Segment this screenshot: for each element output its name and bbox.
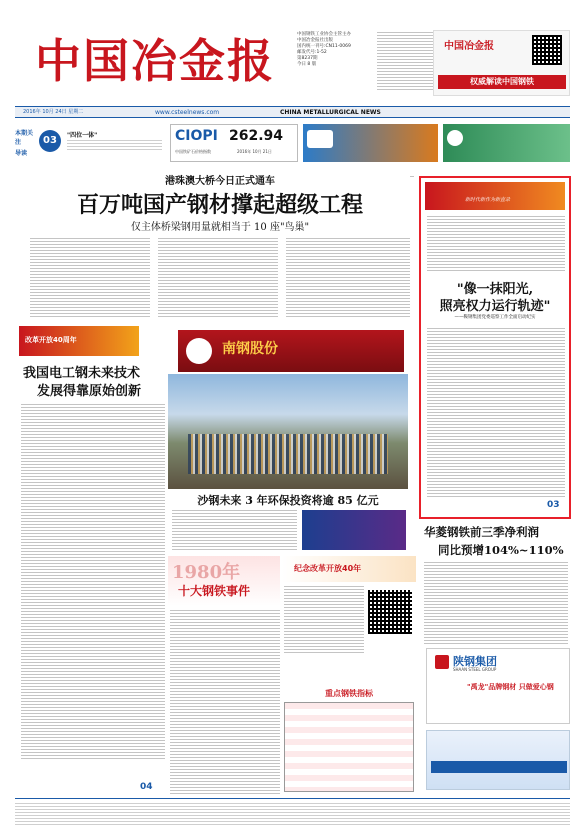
- lead-kicker: 港珠澳大桥今日正式通车: [165, 176, 275, 187]
- shagang-body: [172, 510, 297, 550]
- indicators-title: 重点钢铁指标: [325, 689, 373, 698]
- sidebar-headline: "四位一体": [67, 132, 98, 139]
- feature-quote-2: 照亮权力运行轨迹": [439, 299, 551, 314]
- shaanxi-brand-en: SHAAN STEEL GROUP: [453, 667, 497, 672]
- lead-headline: 百万吨国产钢材撑起超级工程: [76, 192, 363, 218]
- anniversary-badge: [19, 326, 139, 356]
- sidebar-nav[interactable]: [15, 124, 165, 162]
- nangang-ad[interactable]: [178, 330, 404, 372]
- masthead-title: 中国冶金报: [35, 34, 275, 88]
- green-ad[interactable]: [443, 124, 570, 162]
- feature-banner: [425, 182, 565, 210]
- shagang-photo: [168, 374, 408, 489]
- footer: [15, 798, 570, 828]
- feature-box: [419, 176, 571, 519]
- events-body: [170, 610, 280, 794]
- sidebar-summary: [67, 140, 162, 152]
- feature-page-no: 03: [547, 500, 560, 510]
- ciopi-date: 2016年 10月 21日: [237, 149, 272, 154]
- masthead-bar: [15, 106, 570, 118]
- page-badge: 03: [39, 130, 61, 152]
- ad-2-banner: [431, 761, 567, 773]
- shaanxi-steel-ad[interactable]: [426, 648, 570, 724]
- center-right-body: [410, 176, 414, 178]
- ciopi-box: [170, 124, 298, 162]
- bottom-right-ad-2[interactable]: [426, 730, 570, 790]
- feature-quote-1: "像一抹阳光,: [456, 282, 534, 297]
- focus-label: 本期关注: [15, 130, 34, 146]
- shagang-headline: 沙钢未来 3 年环保投资将逾 85 亿元: [197, 494, 379, 507]
- qr-code-icon: [532, 35, 562, 65]
- banner-anniversary: [282, 556, 416, 582]
- feature-banner-text: 新时代新作为新直录: [465, 197, 511, 203]
- masthead: [15, 28, 570, 120]
- ciopi-note: 中国铁矿石价格指数: [175, 149, 211, 154]
- website-link[interactable]: www.csteelnews.com: [155, 109, 220, 116]
- photo-crowd: [188, 434, 388, 474]
- top-right-ad[interactable]: [433, 30, 570, 96]
- nangang-brand: 南钢股份: [222, 341, 278, 357]
- right-headline-2: 同比预增104%~110%: [438, 543, 564, 557]
- banner-events: 十大钢铁事件: [178, 584, 251, 598]
- english-name: CHINA METALLURGICAL NEWS: [280, 109, 381, 116]
- info-line: 中国钢铁工业协会主管主办: [297, 32, 351, 37]
- ad-logo: 中国冶金报: [444, 41, 494, 52]
- page-number: 04: [140, 782, 153, 792]
- shagang-ad[interactable]: [302, 510, 406, 550]
- feature-intro: [427, 216, 565, 272]
- indicators-table: [284, 702, 414, 792]
- info-line: 今日 8 版: [297, 62, 317, 68]
- feature-body: [427, 328, 565, 498]
- lead-story: [30, 172, 410, 322]
- left-story: [15, 326, 165, 766]
- info-line: 邮发代号:1-52: [297, 50, 327, 56]
- shaanxi-brand: 陕钢集团: [453, 655, 497, 668]
- feature-subline: ——鞍钢集团党委巡察工作全面启动纪实: [454, 315, 536, 320]
- green-ad-logo: [447, 130, 463, 146]
- left-headline-2: 发展得靠原始创新: [37, 384, 142, 399]
- left-body: [21, 404, 165, 760]
- qr-code-icon: [368, 590, 412, 634]
- crp-ad[interactable]: [303, 124, 438, 162]
- right-story: [420, 524, 570, 644]
- bottom-mid: [168, 556, 416, 796]
- ciopi-label: CIOPI: [175, 128, 218, 144]
- ad-slogan: 权威解读中国钢铁: [438, 75, 566, 89]
- date-line: 2016年 10月 24日 星期二: [23, 109, 84, 115]
- footer-text: [15, 803, 570, 825]
- badge-text: 改革开放40周年: [25, 336, 77, 344]
- ciopi-value: 262.94: [229, 128, 284, 144]
- banner-anniversary-text: 纪念改革开放40年: [294, 564, 362, 573]
- info-line: 国内统一刊号:CN11-0069: [297, 44, 351, 50]
- anniversary-body: [284, 586, 364, 654]
- second-row: [15, 124, 570, 164]
- lead-body-col-1: [30, 238, 150, 318]
- banner-1980: [168, 556, 280, 606]
- info-line: 第8237期: [297, 56, 318, 62]
- guide-label: 导读: [15, 150, 28, 157]
- lead-subhead: 仅主体桥梁钢用量就相当于 10 座"鸟巢": [130, 222, 310, 233]
- shaanxi-slogan: "禹龙"品牌钢材 只做爱心钢: [467, 683, 554, 691]
- nangang-logo: [186, 338, 212, 364]
- left-headline-1: 我国电工钢未来技术: [23, 366, 141, 381]
- shaanxi-logo: [435, 655, 449, 669]
- banner-year: 1980年: [172, 562, 241, 583]
- right-headline-1: 华菱钢铁前三季净利润: [424, 525, 539, 539]
- info-line: 中国冶金报社出版: [297, 38, 333, 44]
- lead-body-col-2: [158, 238, 278, 318]
- lead-body-col-3: [286, 238, 410, 318]
- right-body: [424, 562, 568, 644]
- crp-logo: [307, 130, 333, 148]
- masthead-extra-info: [377, 32, 437, 92]
